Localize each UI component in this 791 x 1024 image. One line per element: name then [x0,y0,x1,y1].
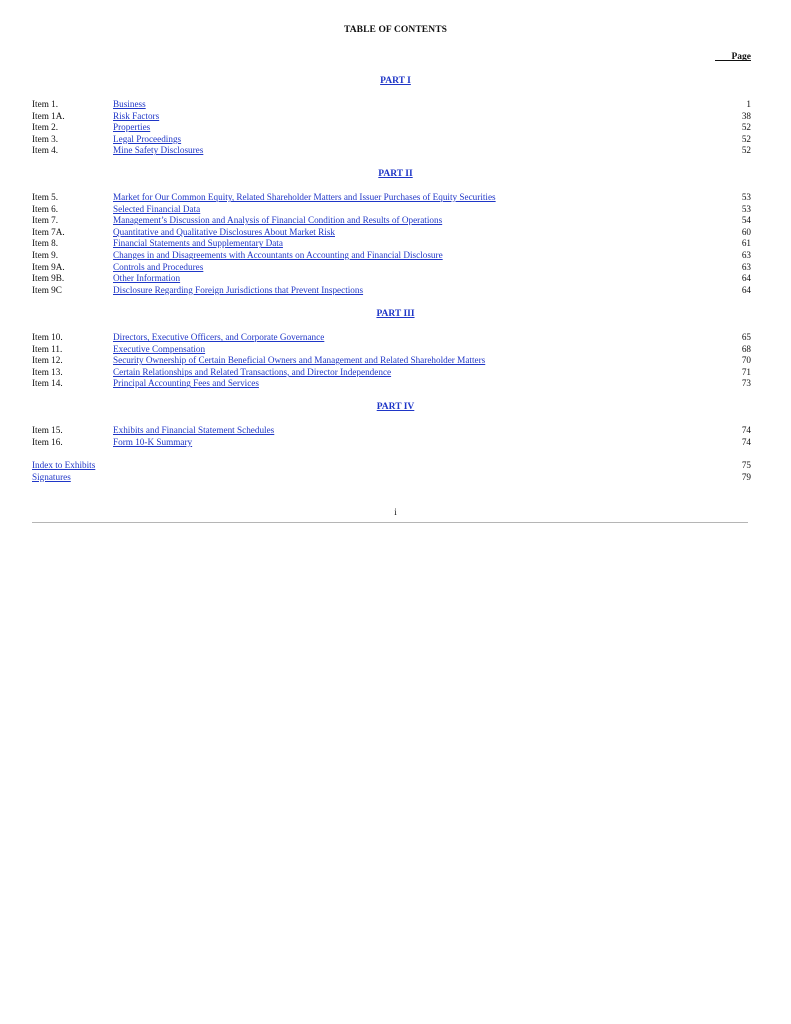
item-link[interactable]: Exhibits and Financial Statement Schedules [113,425,275,435]
page-number: 63 [741,250,751,260]
page-number: 63 [741,261,751,272]
item-link[interactable]: Disclosure Regarding Foreign Jurisdictions that Prevent Inspections [113,284,364,295]
page-number: 79 [741,471,751,482]
toc-row [32,425,751,437]
item-link[interactable]: Other Information [113,273,181,284]
page-number: 71 [741,366,751,377]
item-number: Item 9A. [32,261,65,272]
page-number: 61 [741,238,751,249]
toc-row [32,238,751,250]
toc-row [32,145,751,157]
toc-row [32,111,751,123]
toc-row [32,250,751,262]
footer-page-number: i [394,507,397,517]
page-number: 53 [741,192,751,202]
toc-row [32,122,751,134]
part-heading[interactable]: PART II [378,169,413,179]
toc-row [32,192,751,204]
page-number: 38 [741,110,751,121]
toc-row [32,134,751,146]
toc-row [32,273,751,285]
item-link[interactable]: Changes in and Disagreements with Accountants on Accounting and Financial Disclosure [113,250,443,260]
toc-row [32,355,751,367]
item-number: Item 9. [32,250,59,260]
page-number: 70 [741,355,751,366]
part-heading[interactable]: PART III [376,309,415,319]
toc-row [32,227,751,239]
toc-row [32,472,751,484]
page-number: 53 [741,203,751,214]
page-number: 52 [741,122,751,133]
page-number: 65 [741,332,751,342]
toc-title: TABLE OF CONTENTS [343,25,448,35]
item-number: Item 14. [32,378,63,389]
item-link[interactable]: Market for Our Common Equity, Related Shareholder Matters and Issuer Purchases of Equity Securities [113,192,496,202]
part-heading[interactable]: PART IV [376,402,415,412]
toc-row [32,99,751,111]
toc-row [32,204,751,216]
item-number: Item 7A. [32,226,65,237]
item-number: Item 7. [32,215,59,226]
item-number: Item 1. [32,99,59,109]
item-link[interactable]: Directors, Executive Officers, and Corporate Governance [113,332,325,342]
page-number: 68 [741,343,751,354]
item-number: Item 9B. [32,273,65,284]
item-number: Item 12. [32,355,63,366]
page-column-header: Page [715,52,751,62]
toc-row [32,332,751,344]
signatures-link[interactable]: Signatures [32,471,71,482]
item-number: Item 2. [32,122,59,133]
item-number: Item 4. [32,145,59,156]
toc-row [32,262,751,274]
item-link[interactable]: Controls and Procedures [113,261,204,272]
toc-row [32,367,751,379]
item-number: Item 1A. [32,110,65,121]
item-link[interactable]: Mine Safety Disclosures [113,145,204,156]
toc-row [32,285,751,297]
item-number: Item 5. [32,192,59,202]
page-number: 74 [741,425,751,435]
page-number: 64 [741,273,751,284]
item-number: Item 10. [32,332,63,342]
item-link[interactable]: Form 10-K Summary [113,436,193,447]
item-link[interactable]: Principal Accounting Fees and Services [113,378,259,389]
page-number: 75 [741,460,751,470]
item-link[interactable]: Security Ownership of Certain Beneficial Owners and Management and Related Shareholder Matters [113,355,486,366]
toc-row [32,460,751,472]
page-number: 64 [741,284,751,295]
item-number: Item 16. [32,436,63,447]
item-link[interactable]: Selected Financial Data [113,203,201,214]
part-heading[interactable]: PART I [380,76,411,86]
page-number: 60 [741,226,751,237]
item-number: Item 13. [32,366,63,377]
page-number: 73 [741,378,751,389]
item-link[interactable]: Certain Relationships and Related Transactions, and Director Independence [113,366,392,377]
page-number: 52 [741,145,751,156]
item-number: Item 15. [32,425,63,435]
toc-row [32,378,751,390]
item-link[interactable]: Business [113,99,146,109]
page-divider [32,522,748,523]
toc-row [32,344,751,356]
page-number: 1 [746,99,751,109]
item-link[interactable]: Financial Statements and Supplementary Data [113,238,283,249]
toc-row [32,215,751,227]
item-link[interactable]: Quantitative and Qualitative Disclosures About Market Risk [113,226,335,237]
item-link[interactable]: Management’s Discussion and Analysis of Financial Condition and Results of Operations [113,215,443,226]
item-number: Item 8. [32,238,59,249]
index-to-exhibits-link[interactable]: Index to Exhibits [32,460,96,470]
toc-row [32,437,751,449]
item-link[interactable]: Properties [113,122,151,133]
item-link[interactable]: Executive Compensation [113,343,206,354]
item-number: Item 11. [32,343,63,354]
page-number: 52 [741,133,751,144]
item-number: Item 3. [32,133,59,144]
page-number: 74 [741,436,751,447]
item-link[interactable]: Legal Proceedings [113,133,182,144]
item-number: Item 9C [32,284,62,295]
item-link[interactable]: Risk Factors [113,110,160,121]
page-number: 54 [741,215,751,226]
item-number: Item 6. [32,203,59,214]
